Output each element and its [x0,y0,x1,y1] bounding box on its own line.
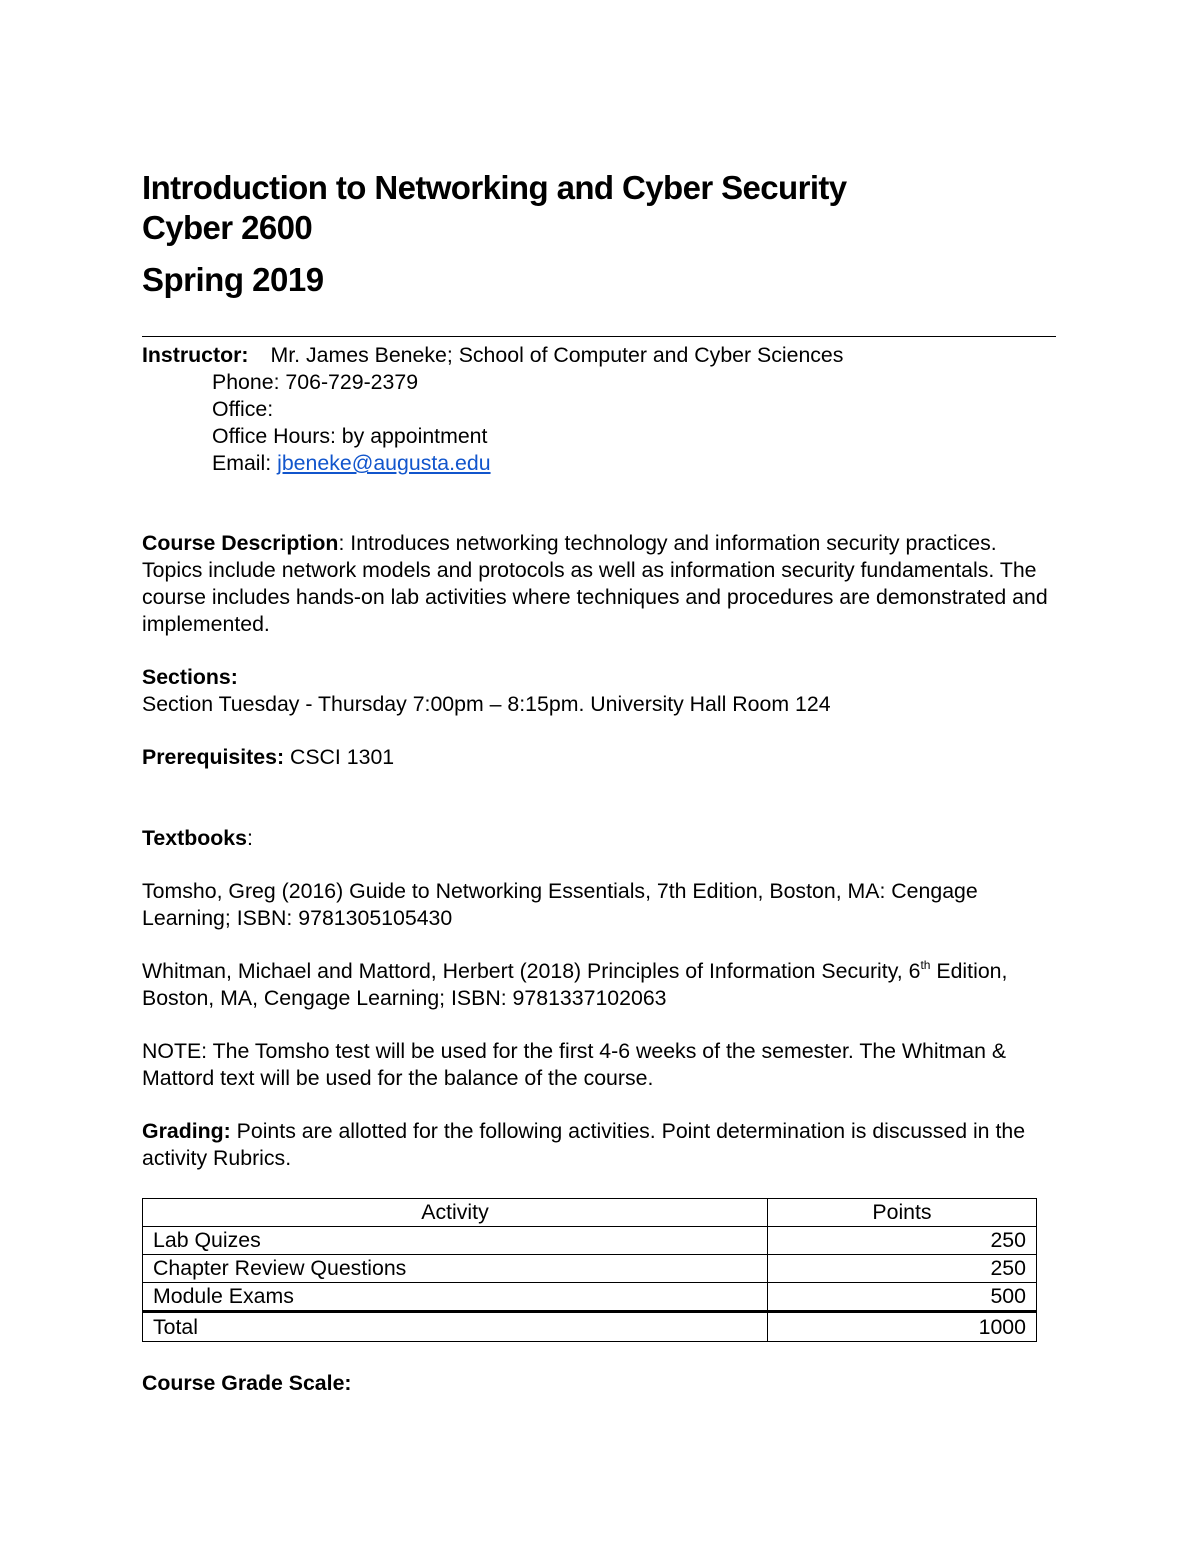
textbooks-heading [142,825,1058,852]
email-label: Email: [212,451,278,475]
textbooks-label: Textbooks [142,826,247,850]
table-cell-activity: Module Exams [143,1283,768,1312]
textbook-2-superscript: th [920,958,931,972]
horizontal-rule [142,336,1056,337]
table-cell-points: 250 [768,1255,1037,1283]
table-cell-activity: Chapter Review Questions [143,1255,768,1283]
sections-block [142,664,1058,718]
course-title: Introduction to Networking and Cyber Security [142,169,847,206]
table-row [143,1283,1037,1312]
table-total-points: 1000 [768,1312,1037,1342]
sections-label: Sections: [142,665,238,689]
textbook-2-part-b: Edition, Boston, MA, Cengage Learning; ISBN: 9781337102063 [142,959,1008,1010]
description-text: : Introduces networking technology and information security practices. Topics include network models and protocols as well as information security fundamentals. The course includes hands-on lab activities where techniques and procedures are demonstrated and implemented. [142,531,1048,636]
grading-text: Points are allotted for the following activities. Point determination is discussed in the activity Rubrics. [142,1119,1026,1170]
prerequisites-label: Prerequisites: [142,745,285,769]
description-label: Course Description [142,531,339,555]
instructor-phone: Phone: 706-729-2379 [212,370,419,394]
syllabus-page [142,168,1058,1397]
grading-label: Grading: [142,1119,231,1143]
grade-scale-label: Course Grade Scale: [142,1371,352,1395]
table-row [143,1227,1037,1255]
table-header-points: Points [768,1199,1037,1227]
course-description [142,530,1058,638]
table-header-activity: Activity [143,1199,768,1227]
instructor-label: Instructor: [142,343,249,367]
table-cell-points: 500 [768,1283,1037,1312]
sections-text: Section Tuesday - Thursday 7:00pm – 8:15pm. University Hall Room 124 [142,692,831,716]
grading-block [142,1118,1058,1172]
table-total-label: Total [143,1312,768,1342]
table-total-row [143,1312,1037,1342]
textbook-2-part-a: Whitman, Michael and Mattord, Herbert (2018) Principles of Information Security, 6 [142,959,921,983]
prerequisites-block [142,744,1058,771]
instructor-block [142,342,1058,477]
course-term: Spring 2019 [142,261,324,298]
textbooks-colon: : [246,826,253,850]
instructor-email-line [142,450,1058,477]
instructor-office-hours: Office Hours: by appointment [212,424,488,448]
table-row [143,1255,1037,1283]
grading-table [142,1198,1037,1342]
table-cell-points: 250 [768,1227,1037,1255]
table-header-row [143,1199,1037,1227]
course-code: Cyber 2600 [142,209,313,246]
prerequisites-text: CSCI 1301 [284,745,395,769]
textbook-1: Tomsho, Greg (2016) Guide to Networking Essentials, 7th Edition, Boston, MA: Cengage Learning; ISBN: 9781305105430 [142,879,978,930]
textbook-2 [142,958,1058,1012]
email-link[interactable]: jbeneke@augusta.edu [277,451,491,475]
table-cell-activity: Lab Quizes [143,1227,768,1255]
textbook-note: NOTE: The Tomsho test will be used for the first 4-6 weeks of the semester. The Whitman & Mattord text will be used for the balance of the course. [142,1039,1007,1090]
instructor-name: Mr. James Beneke; School of Computer and Cyber Sciences [270,343,844,367]
instructor-office: Office: [212,397,274,421]
